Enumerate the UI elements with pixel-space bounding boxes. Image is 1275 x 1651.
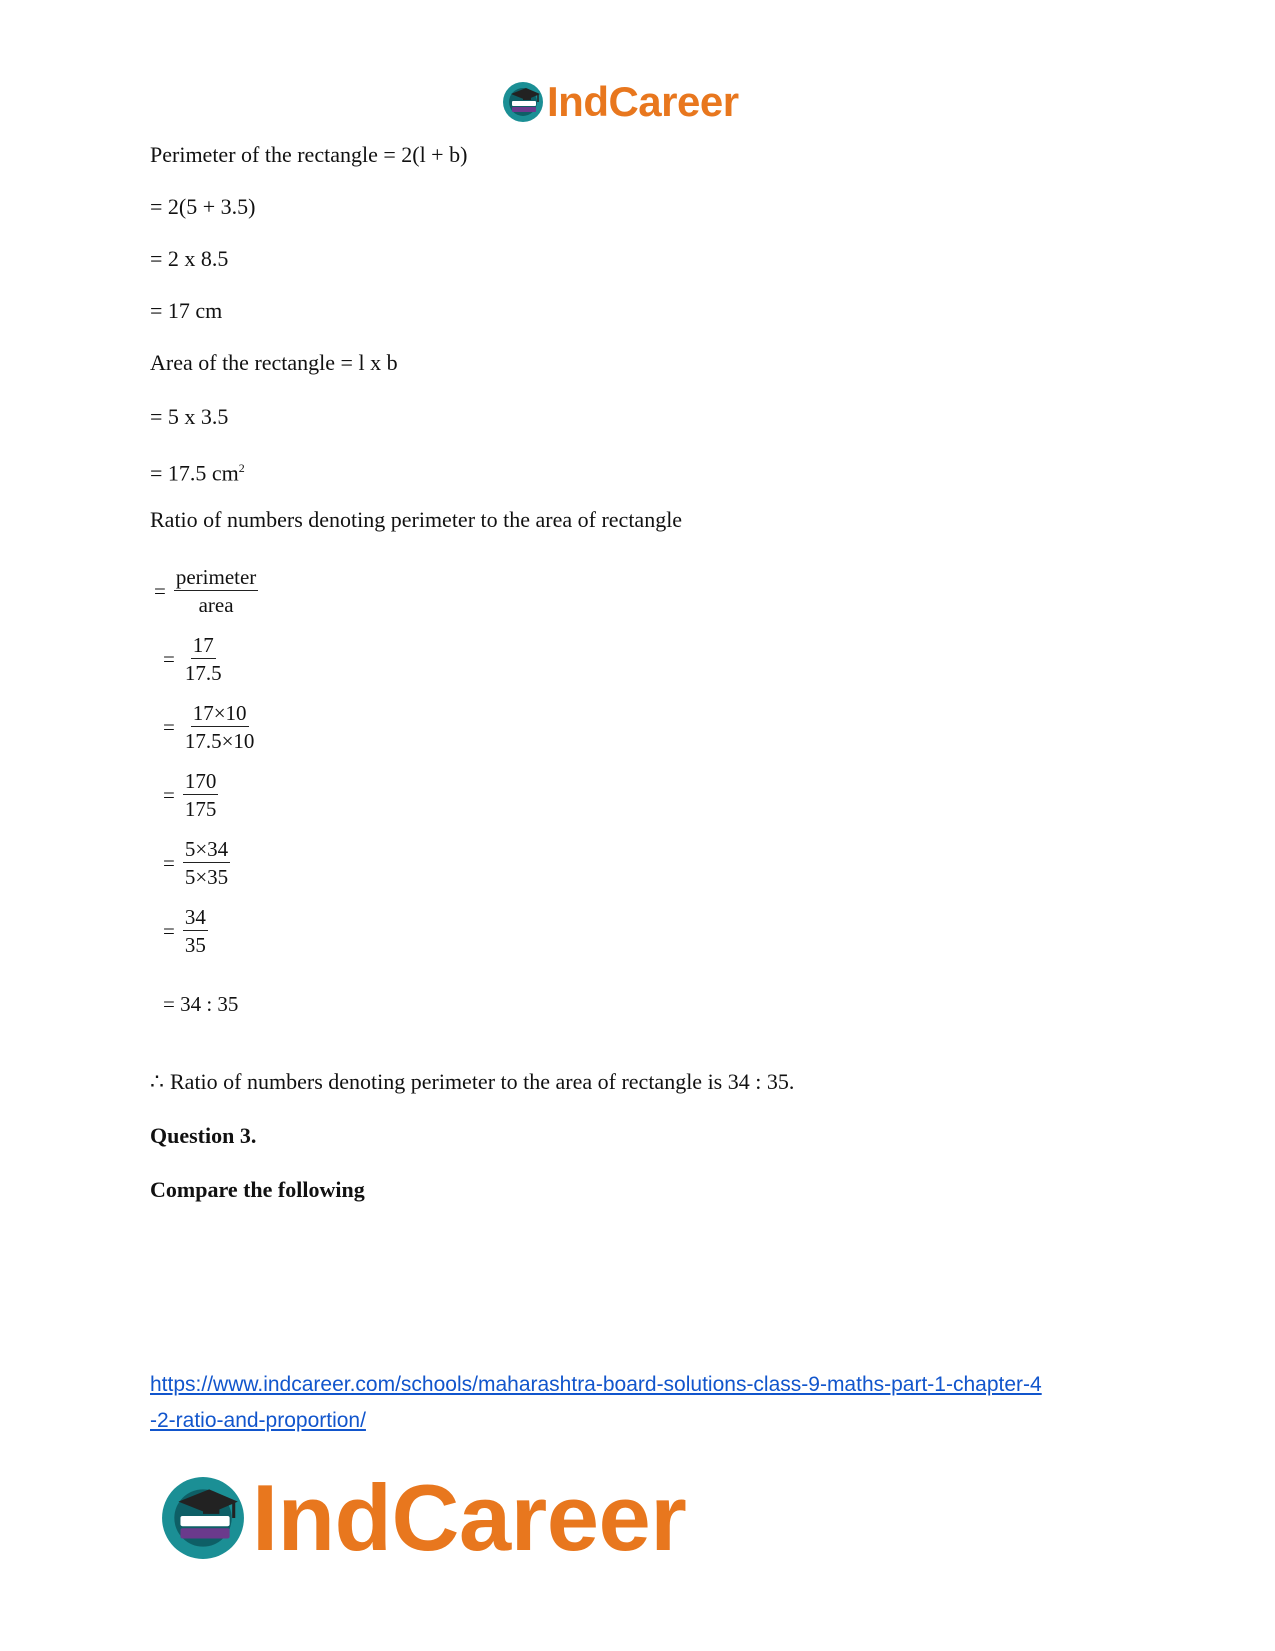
perimeter-result: = 17 cm [150,298,223,323]
area-result [150,455,245,486]
perimeter-step-1: = 2(5 + 3.5) [150,194,256,219]
area-step-1: = 5 x 3.5 [150,404,229,429]
equals-sign: = [163,647,175,671]
equals-sign: = [163,919,175,943]
source-link-line-1[interactable]: https://www.indcareer.com/schools/maharashtra-board-solutions-class-9-maths-part-1-chapter-4 [150,1373,1042,1396]
fraction-denominator: 17.5 [184,661,222,685]
fraction-row [163,768,218,823]
equals-sign: = [154,579,166,603]
equals-sign: = [163,715,175,739]
fraction [174,564,258,619]
question-label: Question 3. [150,1123,257,1148]
fraction [183,836,230,891]
fraction-row [163,700,256,755]
fraction [183,700,257,755]
fraction-numerator: 17 [192,633,214,657]
fraction-denominator: 17.5×10 [184,729,255,753]
fraction [183,768,219,823]
fraction-numerator: 5×34 [184,837,229,861]
question-prompt: Compare the following [150,1177,365,1202]
fraction-denominator: 5×35 [184,865,229,889]
equals-sign: = [163,783,175,807]
area-formula: Area of the rectangle = l x b [150,350,398,375]
logo-text: IndCareer [252,1465,687,1570]
fraction-row [163,836,230,891]
graduation-book-icon [502,81,544,123]
fraction-denominator: 35 [184,933,206,957]
fraction [183,904,208,959]
conclusion [150,1069,794,1095]
fraction-row [154,564,258,619]
perimeter-formula: Perimeter of the rectangle = 2(l + b) [150,142,468,167]
fraction-numerator: 17×10 [192,701,247,725]
ratio-intro: Ratio of numbers denoting perimeter to the area of rectangle [150,507,683,532]
equals-sign: = [163,851,175,875]
final-ratio: = 34 : 35 [163,992,239,1016]
therefore-symbol: ∴ [150,1069,164,1094]
fraction-denominator: 175 [184,797,217,821]
fraction-row [163,904,208,959]
fraction-numerator: 34 [184,905,206,929]
fraction-numerator: perimeter [175,565,257,589]
fraction-numerator: 170 [184,769,217,793]
graduation-book-icon [160,1475,246,1561]
area-result-superscript: 2 [238,461,245,475]
area-result-value: = 17.5 cm [150,460,239,486]
logo-text: IndCareer [547,78,739,125]
header-logo [502,78,739,126]
perimeter-step-2: = 2 x 8.5 [150,246,229,271]
conclusion-text: Ratio of numbers denoting perimeter to the area of rectangle is 34 : 35. [170,1069,795,1094]
footer-logo [160,1465,687,1570]
fraction-denominator: area [198,593,234,617]
fraction [183,632,224,687]
fraction-row [163,632,224,687]
source-link-line-2[interactable]: -2-ratio-and-proportion/ [150,1409,366,1432]
